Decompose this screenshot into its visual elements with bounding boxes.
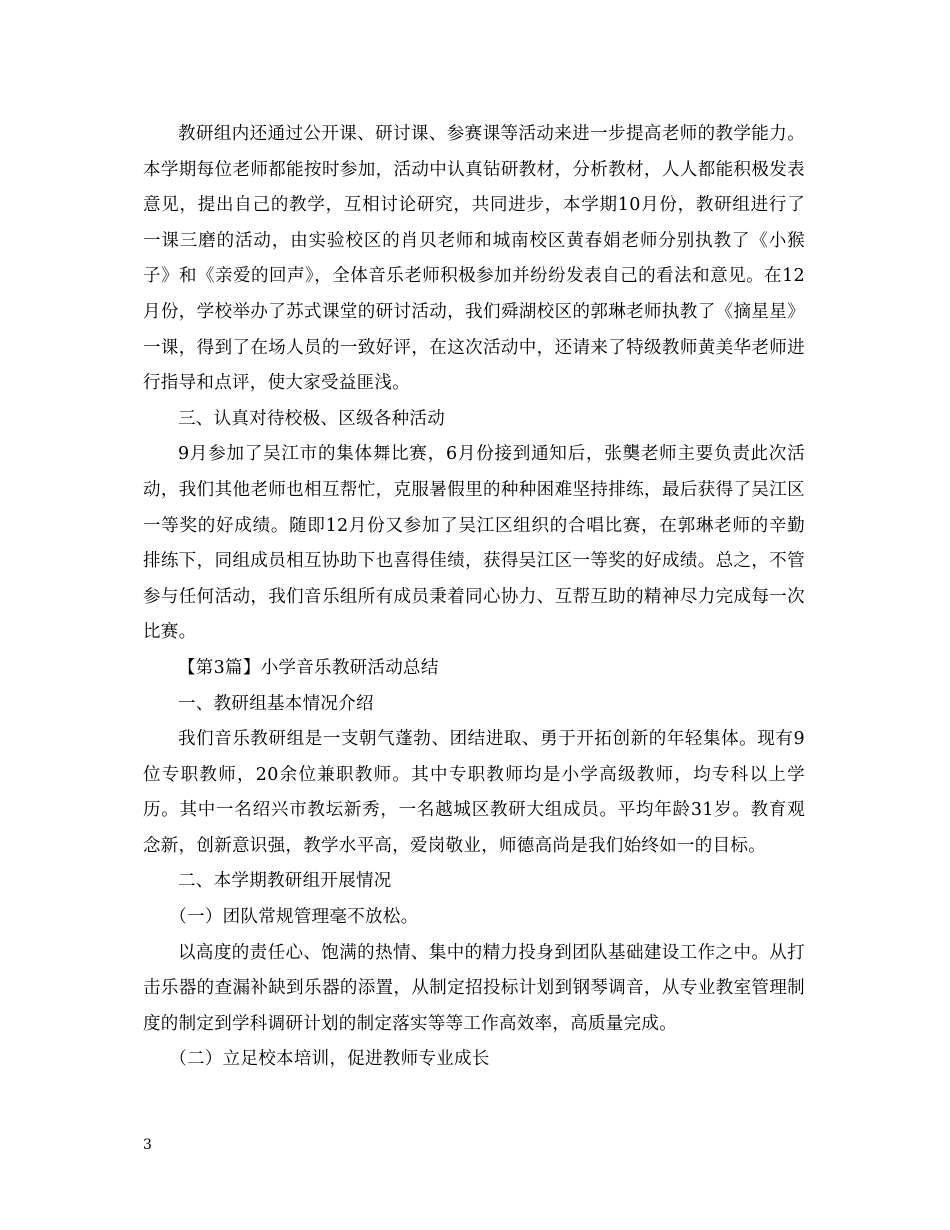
paragraph-research-activities: 教研组内还通过公开课、研讨课、参赛课等活动来进一步提高老师的教学能力。本学期每位老师都能按时参加，活动中认真钻研教材，分析教材，人人都能积极发表意见，提出自己的教学，互相讨论研究，共同进步，本学期10月份，教研组进行了一课三磨的活动，由实验校区的肖贝老师和城南校区黄春娟老师分别执教了《小猴子》和《亲爱的回声》，全体音乐老师积极参加并纷纷发表自己的看法和意见。在12月份，学校举办了苏式课堂的研讨活动，我们舜湖校区的郭琳老师执教了《摘星星》一课，得到了在场人员的一致好评，在这次活动中，还请来了特级教师黄美华老师进行指导和点评，使大家受益匪浅。 [143,124,805,394]
subsection-heading-management: （一）团队常规管理毫不放松。 [169,907,419,928]
paragraph-group-intro: 我们音乐教研组是一支朝气蓬勃、团结进取、勇于开拓创新的年轻集体。现有9位专职教师，20余位兼职教师。其中专职教师均是小学高级教师，均专科以上学历。其中一名绍兴市教坛新秀，一名越城区教研大组成员。平均年龄31岁。教育观念新，创新意识强，教学水平高，爱岗敬业，师德高尚是我们始终如一的目标。 [143,729,805,856]
paragraph-management: 以高度的责任心、饱满的热情、集中的精力投身到团队基础建设工作之中。从打击乐器的查漏补缺到乐器的添置，从制定招投标计划到钢琴调音，从专业教室管理制度的制定到学科调研计划的制定落实等等工作高效率，高质量完成。 [143,942,805,1034]
subsection-heading-training: （二）立足校本培训，促进教师专业成长 [169,1049,490,1070]
section-heading-activities: 三、认真对待校极、区级各种活动 [178,408,445,429]
article-title: 【第3篇】小学音乐教研活动总结 [178,657,439,678]
section-heading-intro: 一、教研组基本情况介绍 [178,693,374,714]
page-number: 3 [143,1137,152,1153]
document-body [143,117,805,1078]
section-heading-progress: 二、本学期教研组开展情况 [178,871,392,892]
paragraph-competitions: 9月参加了吴江市的集体舞比赛，6月份接到通知后，张龑老师主要负责此次活动，我们其他老师也相互帮忙，克服暑假里的种种困难坚持排练，最后获得了吴江区一等奖的好成绩。随即12月份又参加了吴江区组织的合唱比赛，在郭琳老师的辛勤排练下，同组成员相互协助下也喜得佳绩，获得吴江区一等奖的好成绩。总之，不管参与任何活动，我们音乐组所有成员秉着同心协力、互帮互助的精神尽力完成每一次比赛。 [143,444,805,643]
